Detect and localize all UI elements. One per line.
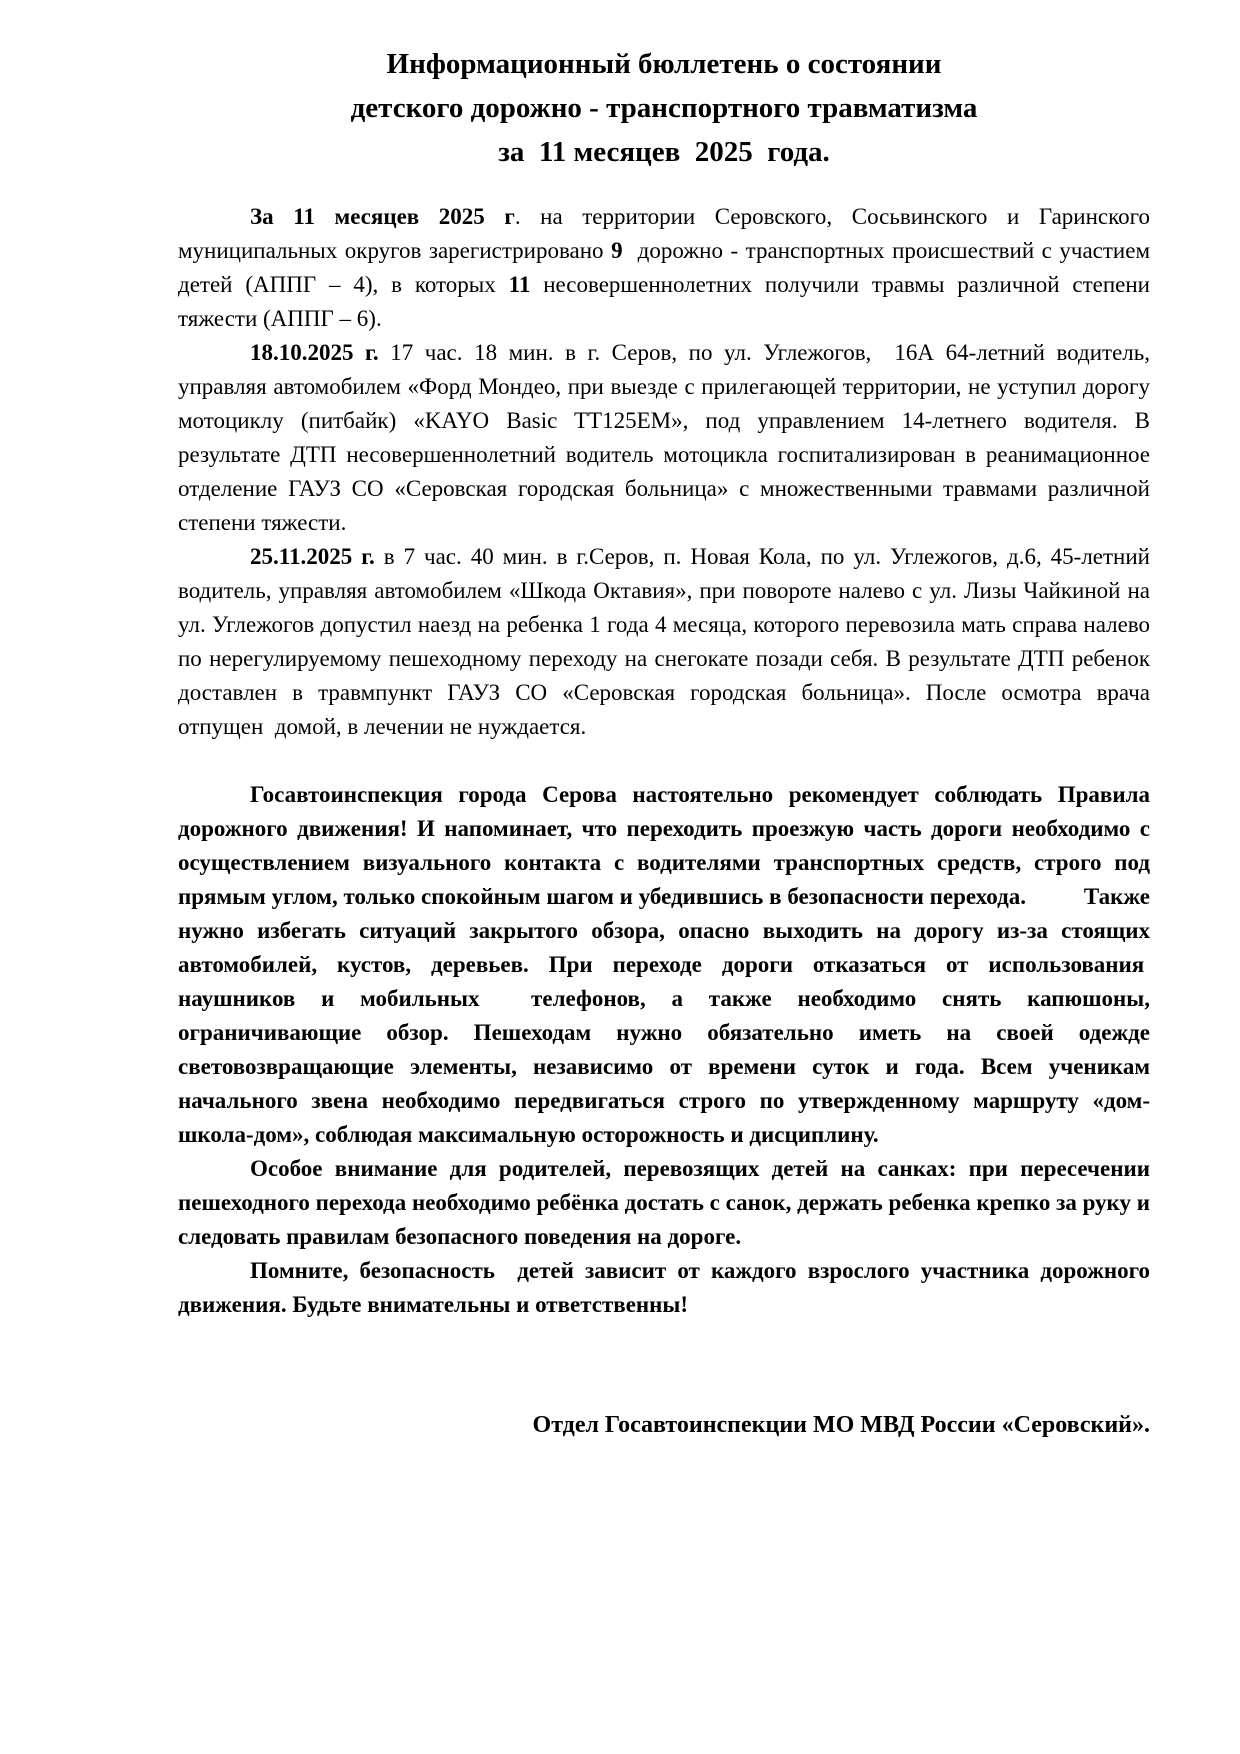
title-line-1: Информационный бюллетень о состоянии [386, 48, 942, 80]
text-run-bold: 11 [508, 272, 531, 297]
text-run-bold: 18.10.2025 г. [250, 340, 379, 365]
text-run-bold: 9 [611, 238, 623, 263]
paragraph [178, 1254, 1156, 1322]
paragraph [178, 540, 1156, 744]
paragraph [178, 200, 1156, 336]
paragraph [178, 778, 1156, 1152]
text-run: несовершеннолетних получили травмы различной степени тяжести (АППГ – 6). [178, 272, 1156, 331]
text-run-bold: За 11 месяцев 2025 г [250, 204, 515, 229]
text-run-bold: 25.11.2025 г. [250, 544, 375, 569]
title-line-3: за 11 месяцев 2025 года. [498, 136, 830, 168]
paragraph [178, 1152, 1156, 1254]
text-run-bold: Госавтоинспекция города Серова настоятельно рекомендует соблюдать Правила дорожного движения! И напоминает, что переходить проезжую часть дороги необходимо с осуществлением визуального контакта с водителями транспортных средств, строго под прямым углом, только спокойным шагом и убедившись в безопасности перехода. Также нужно избегать ситуаций закрытого обзора, опасно выходить на дорогу из-за стоящих автомобилей, кустов, деревьев. При переходе дороги отказаться от использования наушников и мобильных телефонов, а также необходимо снять капюшоны, ограничивающие обзор. Пешеходам нужно обязательно иметь на своей одежде световозвращающие элементы, независимо от времени суток и года. Всем ученикам начального звена необходимо передвигаться строго по утвержденному маршруту «дом-школа-дом», соблюдая максимальную осторожность и дисциплину. [178, 782, 1156, 1147]
paragraph [178, 336, 1156, 540]
document-footer: Отдел Госавтоинспекции МО МВД России «Серовский». [532, 1412, 1150, 1438]
document-body [178, 200, 1156, 1322]
text-run-bold: Особое внимание для родителей, перевозящих детей на санках: при пересечении пешеходного перехода необходимо ребёнка достать с санок, держать ребенка крепко за руку и следовать правилам безопасного поведения на дороге. [178, 1156, 1156, 1249]
text-run: в 7 час. 40 мин. в г.Серов, п. Новая Кола, по ул. Углежогов, д.6, 45-летний водитель, управляя автомобилем «Шкода Октавия», при повороте налево с ул. Лизы Чайкиной на ул. Углежогов допустил наезд на ребенка 1 года 4 месяца, которого перевозила мать справа налево по нерегулируемому пешеходному переходу на снегокате позади себя. В результате ДТП ребенок доставлен в травмпункт ГАУЗ СО «Серовская городская больница». После осмотра врача отпущен домой, в лечении не нуждается. [178, 544, 1156, 739]
text-run: дорожно - транспортных происшествий с участием детей (АППГ – 4), в которых [178, 238, 1156, 297]
text-run: . на территории Серовского, Сосьвинского и Гаринского муниципальных округов зарегистрировано [178, 204, 1156, 263]
text-run: 17 час. 18 мин. в г. Серов, по ул. Углежогов, 16А 64-летний водитель, управляя автомобилем «Форд Мондео, при выезде с прилегающей территории, не уступил дорогу мотоциклу (питбайк) «KAYO Basic TT125EM», под управлением 14-летнего водителя. В результате ДТП несовершеннолетний водитель мотоцикла госпитализирован в реанимационное отделение ГАУЗ СО «Серовская городская больница» с множественными травмами различной степени тяжести. [178, 340, 1156, 535]
text-run-bold: Помните, безопасность детей зависит от каждого взрослого участника дорожного движения. Будьте внимательны и ответственны! [178, 1258, 1156, 1317]
title-line-2: детского дорожно - транспортного травматизма [350, 92, 978, 124]
document-title [178, 42, 1150, 174]
